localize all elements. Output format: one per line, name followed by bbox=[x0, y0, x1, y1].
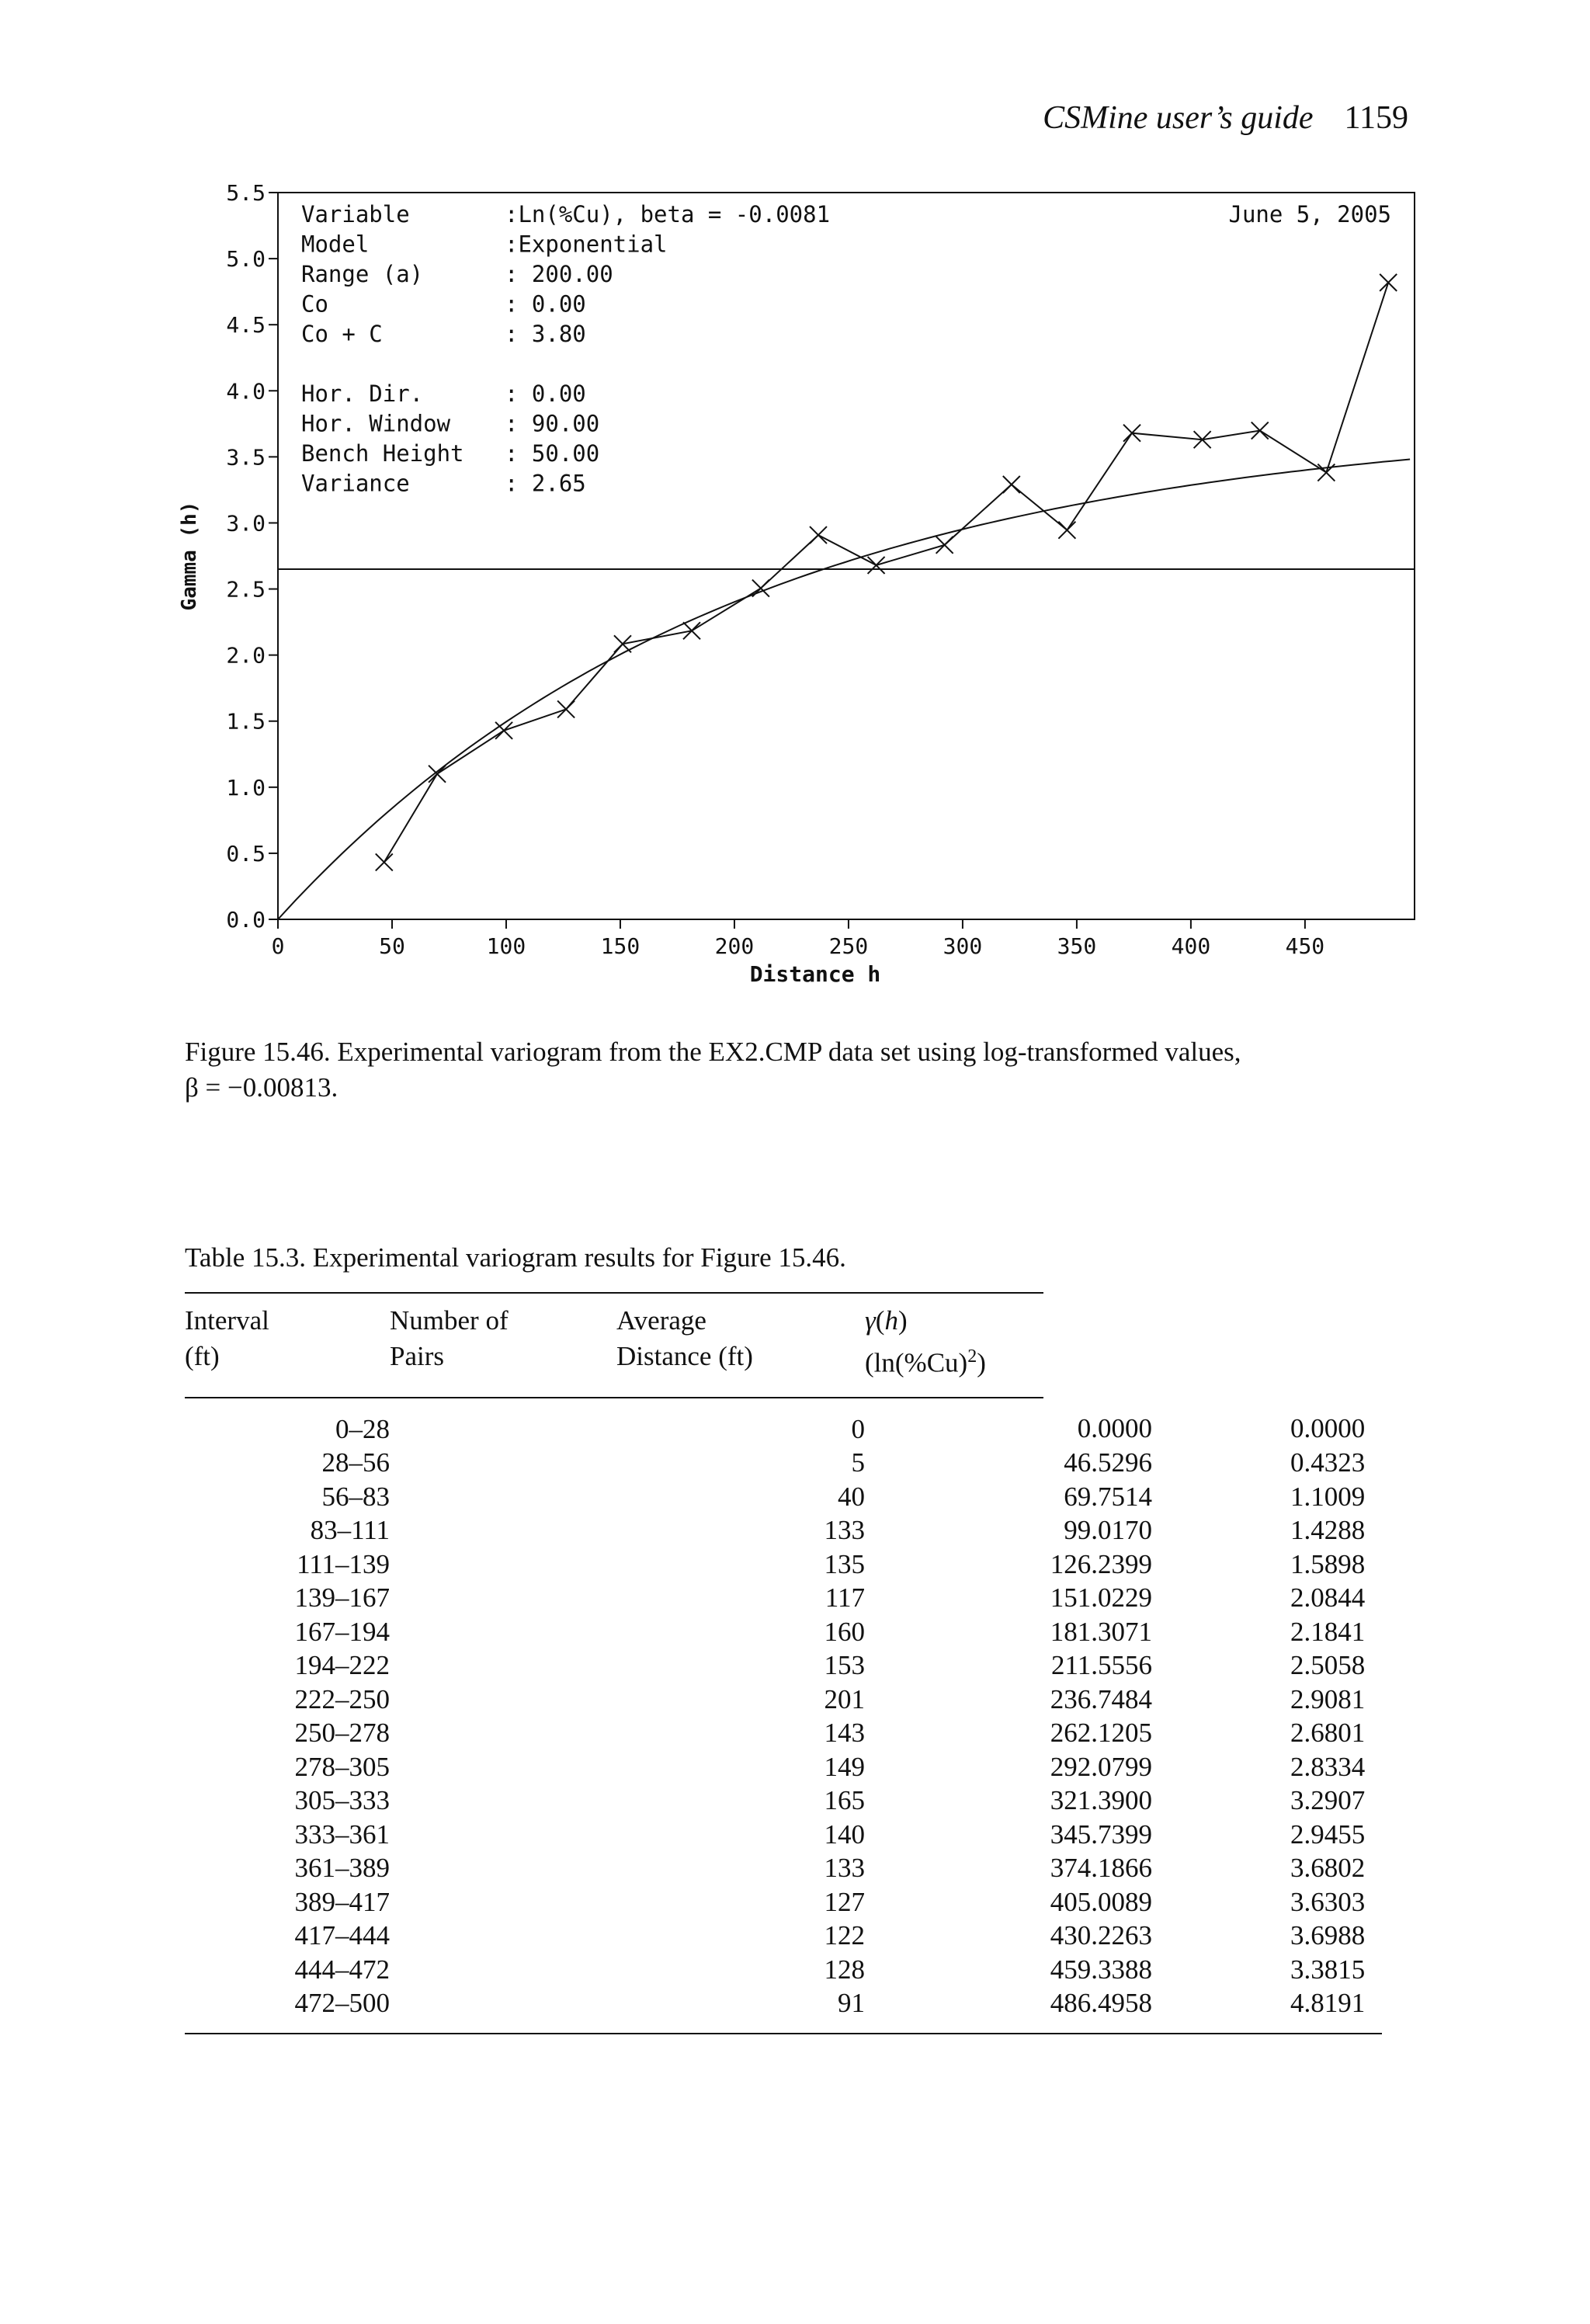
cell-interval: 83–111 bbox=[310, 1515, 390, 1546]
y-tick-label: 3.5 bbox=[226, 444, 266, 471]
cell-gap bbox=[390, 1446, 616, 1480]
data-point bbox=[1380, 274, 1397, 291]
data-point bbox=[936, 537, 953, 554]
x-axis-label: Distance h bbox=[749, 961, 881, 987]
cell-gap bbox=[390, 1548, 616, 1582]
info-value: : 3.80 bbox=[505, 321, 586, 347]
cell-gap bbox=[865, 1548, 1043, 1582]
cell-distance: 292.0799 bbox=[1050, 1751, 1152, 1782]
x-tick-label: 0 bbox=[271, 933, 285, 959]
y-tick-label: 2.0 bbox=[226, 642, 266, 669]
experimental-line bbox=[384, 283, 1388, 863]
cell-distance: 211.5556 bbox=[1051, 1650, 1152, 1681]
cell-interval: 333–361 bbox=[294, 1819, 390, 1850]
cell-gap bbox=[1152, 1648, 1290, 1683]
cell-gap bbox=[1152, 1851, 1290, 1885]
cell-gap bbox=[1152, 1784, 1290, 1818]
table-row bbox=[185, 1548, 1382, 1582]
data-point bbox=[810, 526, 827, 544]
cell-gamma: 0.0000 bbox=[1290, 1413, 1366, 1444]
x-tick-label: 200 bbox=[714, 933, 755, 959]
x-tick-label: 50 bbox=[379, 933, 405, 959]
table-header-row-2 bbox=[185, 1339, 1382, 1398]
info-value: : 90.00 bbox=[505, 410, 600, 437]
cell-pairs: 140 bbox=[824, 1819, 865, 1850]
cell-pairs: 91 bbox=[616, 1986, 865, 2034]
cell-gap bbox=[390, 1986, 616, 2034]
data-point bbox=[495, 722, 512, 739]
cell-gamma: 2.9081 bbox=[1290, 1683, 1366, 1714]
cell-gap bbox=[1152, 1480, 1290, 1514]
cell-pairs: 143 bbox=[824, 1718, 865, 1749]
cell-distance: 0.0000 bbox=[1077, 1413, 1152, 1444]
cell-gamma: 3.6802 bbox=[1290, 1853, 1366, 1884]
y-tick-label: 0.5 bbox=[226, 840, 266, 867]
plot-frame bbox=[278, 193, 1415, 919]
cell-gap bbox=[390, 1398, 616, 1447]
cell-gap bbox=[865, 1750, 1043, 1784]
info-label: Model bbox=[301, 231, 370, 258]
table-row bbox=[185, 1648, 1382, 1683]
table-row bbox=[185, 1683, 1382, 1717]
cell-interval: 139–167 bbox=[294, 1582, 390, 1614]
cell-gamma: 2.8334 bbox=[1290, 1751, 1366, 1782]
cell-gap bbox=[390, 1615, 616, 1649]
cell-pairs: 165 bbox=[824, 1785, 865, 1816]
cell-gap bbox=[865, 1885, 1043, 1919]
data-point bbox=[557, 700, 575, 717]
data-point bbox=[1058, 522, 1075, 539]
cell-gap bbox=[390, 1919, 616, 1953]
cell-pairs: 0 bbox=[851, 1413, 865, 1444]
cell-interval: 250–278 bbox=[294, 1718, 390, 1749]
data-point bbox=[683, 622, 700, 639]
data-point bbox=[868, 557, 885, 574]
data-point bbox=[1252, 422, 1269, 439]
cell-interval: 111–139 bbox=[297, 1548, 390, 1579]
y-tick-label: 1.0 bbox=[226, 774, 266, 801]
x-tick-label: 350 bbox=[1057, 933, 1097, 959]
table-header-row-1 bbox=[185, 1293, 1382, 1339]
table-row bbox=[185, 1851, 1382, 1885]
cell-gap bbox=[865, 1480, 1043, 1514]
cell-gamma: 3.2907 bbox=[1290, 1785, 1366, 1816]
cell-distance: 99.0170 bbox=[1064, 1515, 1152, 1546]
cell-gap bbox=[1152, 1548, 1290, 1582]
cell-gap bbox=[865, 1716, 1043, 1750]
table-row bbox=[185, 1615, 1382, 1649]
info-label: Co bbox=[301, 290, 328, 318]
cell-gap bbox=[390, 1953, 616, 1987]
cell-gamma: 2.5058 bbox=[1290, 1650, 1366, 1681]
cell-gap bbox=[390, 1784, 616, 1818]
info-value: :Exponential bbox=[505, 231, 668, 258]
cell-pairs: 5 bbox=[851, 1447, 865, 1478]
cell-pairs: 40 bbox=[838, 1481, 865, 1512]
cell-distance: 69.7514 bbox=[1064, 1481, 1152, 1512]
cell-gamma: 1.4288 bbox=[1290, 1515, 1366, 1546]
data-point bbox=[1003, 476, 1020, 493]
cell-gap bbox=[1152, 1750, 1290, 1784]
cell-gap bbox=[1152, 1885, 1290, 1919]
cell-gap bbox=[390, 1581, 616, 1615]
cell-gap bbox=[865, 1986, 1043, 2034]
info-label: Co + C bbox=[301, 321, 383, 347]
table-row bbox=[185, 1513, 1382, 1548]
cell-pairs: 160 bbox=[824, 1616, 865, 1647]
y-tick-label: 5.5 bbox=[226, 180, 266, 206]
cell-gap bbox=[1152, 1683, 1290, 1717]
cell-distance: 486.4958 bbox=[1043, 1986, 1152, 2034]
info-value: : 2.65 bbox=[505, 470, 586, 497]
cell-gap bbox=[865, 1818, 1043, 1852]
cell-gamma: 2.1841 bbox=[1290, 1616, 1366, 1647]
cell-pairs: 135 bbox=[824, 1548, 865, 1579]
table-row bbox=[185, 1953, 1382, 1987]
cell-gap bbox=[865, 1851, 1043, 1885]
cell-gap bbox=[1152, 1581, 1290, 1615]
x-tick-label: 300 bbox=[943, 933, 983, 959]
cell-pairs: 149 bbox=[824, 1751, 865, 1782]
figure-text: Experimental variogram from the EX2.CMP data set using log-transformed values, bbox=[337, 1037, 1241, 1067]
cell-gamma: 3.6988 bbox=[1290, 1920, 1366, 1951]
cell-gap bbox=[865, 1398, 1043, 1447]
cell-gap bbox=[390, 1750, 616, 1784]
table-row bbox=[185, 1446, 1382, 1480]
cell-gap bbox=[865, 1513, 1043, 1548]
figure-caption bbox=[185, 1034, 1406, 1106]
cell-gamma: 3.3815 bbox=[1290, 1954, 1366, 1985]
cell-distance: 405.0089 bbox=[1050, 1886, 1152, 1917]
cell-gap bbox=[1152, 1818, 1290, 1852]
cell-interval: 167–194 bbox=[294, 1616, 390, 1647]
y-tick-label: 0.0 bbox=[226, 907, 266, 933]
data-point bbox=[1317, 464, 1335, 481]
info-label: Hor. Window bbox=[301, 410, 451, 437]
header-interval-unit: (ft) bbox=[185, 1339, 390, 1398]
model-curve bbox=[278, 460, 1410, 920]
table-caption: Table 15.3. Experimental variogram results for Figure 15.46. bbox=[185, 1242, 846, 1273]
cell-gap bbox=[1152, 1953, 1290, 1987]
cell-gap bbox=[865, 1648, 1043, 1683]
y-tick-label: 4.0 bbox=[226, 378, 266, 405]
info-label: Bench Height bbox=[301, 440, 464, 467]
cell-distance: 262.1205 bbox=[1050, 1718, 1152, 1749]
cell-gap bbox=[865, 1683, 1043, 1717]
cell-pairs: 128 bbox=[824, 1954, 865, 1985]
table-row bbox=[185, 1480, 1382, 1514]
cell-interval: 361–389 bbox=[294, 1853, 390, 1884]
cell-pairs: 153 bbox=[824, 1650, 865, 1681]
cell-pairs: 133 bbox=[824, 1853, 865, 1884]
header-distance-unit: Distance (ft) bbox=[616, 1339, 865, 1398]
cell-gap bbox=[390, 1818, 616, 1852]
header-gamma: γ(h) bbox=[865, 1293, 1043, 1339]
info-value: : 0.00 bbox=[505, 290, 586, 318]
running-title: CSMine user’s guide bbox=[1043, 100, 1314, 136]
page-header bbox=[1043, 99, 1408, 137]
cell-interval: 472–500 bbox=[185, 1986, 390, 2034]
cell-gap bbox=[1152, 1446, 1290, 1480]
figure-label: Figure 15.46. bbox=[185, 1037, 331, 1067]
header-interval: Interval bbox=[185, 1293, 390, 1339]
cell-gap bbox=[390, 1716, 616, 1750]
cell-interval: 194–222 bbox=[294, 1650, 390, 1681]
cell-gap bbox=[390, 1513, 616, 1548]
cell-gamma: 2.6801 bbox=[1290, 1718, 1366, 1749]
data-point bbox=[752, 580, 769, 597]
variogram-svg bbox=[172, 172, 1430, 1003]
cell-pairs: 122 bbox=[824, 1920, 865, 1951]
cell-interval: 222–250 bbox=[294, 1683, 390, 1714]
cell-interval: 305–333 bbox=[294, 1785, 390, 1816]
table-row bbox=[185, 1885, 1382, 1919]
data-point bbox=[614, 635, 631, 652]
y-tick-label: 2.5 bbox=[226, 576, 266, 603]
data-point bbox=[429, 766, 446, 783]
cell-distance: 181.3071 bbox=[1050, 1616, 1152, 1647]
x-tick-label: 100 bbox=[486, 933, 526, 959]
header-distance: Average bbox=[616, 1293, 865, 1339]
cell-interval: 0–28 bbox=[335, 1413, 390, 1444]
cell-pairs: 133 bbox=[824, 1515, 865, 1546]
cell-gamma: 1.5898 bbox=[1290, 1548, 1366, 1579]
cell-pairs: 127 bbox=[824, 1886, 865, 1917]
variogram-table bbox=[185, 1292, 1382, 2034]
table-row bbox=[185, 1818, 1382, 1852]
cell-gamma: 4.8191 bbox=[1290, 1986, 1382, 2034]
cell-gap bbox=[390, 1648, 616, 1683]
cell-gap bbox=[865, 1446, 1043, 1480]
x-tick-label: 150 bbox=[600, 933, 641, 959]
y-tick-label: 3.0 bbox=[226, 510, 266, 537]
cell-gap bbox=[390, 1480, 616, 1514]
table-body bbox=[185, 1398, 1382, 2034]
cell-gap bbox=[865, 1953, 1043, 1987]
info-label: Hor. Dir. bbox=[301, 380, 424, 407]
variogram-chart bbox=[172, 172, 1430, 1003]
y-tick-label: 4.5 bbox=[226, 312, 266, 339]
table-row bbox=[185, 1716, 1382, 1750]
cell-gamma: 2.9455 bbox=[1290, 1819, 1366, 1850]
cell-distance: 321.3900 bbox=[1050, 1785, 1152, 1816]
table-row bbox=[185, 1398, 1382, 1447]
cell-gap bbox=[865, 1581, 1043, 1615]
cell-gap bbox=[865, 1784, 1043, 1818]
cell-gap bbox=[865, 1615, 1043, 1649]
cell-gap bbox=[390, 1885, 616, 1919]
cell-distance: 374.1866 bbox=[1050, 1853, 1152, 1884]
cell-gap bbox=[390, 1683, 616, 1717]
table-row bbox=[185, 1919, 1382, 1953]
cell-pairs: 117 bbox=[825, 1582, 865, 1614]
table-row bbox=[185, 1986, 1382, 2034]
page-number: 1159 bbox=[1344, 100, 1408, 136]
y-tick-label: 5.0 bbox=[226, 246, 266, 273]
table-row bbox=[185, 1750, 1382, 1784]
x-tick-label: 400 bbox=[1171, 933, 1211, 959]
data-point bbox=[376, 853, 393, 870]
info-label: Variable bbox=[301, 201, 410, 228]
cell-interval: 417–444 bbox=[294, 1920, 390, 1951]
cell-distance: 236.7484 bbox=[1050, 1683, 1152, 1714]
cell-distance: 126.2399 bbox=[1050, 1548, 1152, 1579]
cell-distance: 430.2263 bbox=[1050, 1920, 1152, 1951]
figure-beta: β = −0.00813. bbox=[185, 1072, 338, 1103]
cell-gamma: 2.0844 bbox=[1290, 1582, 1366, 1614]
cell-interval: 28–56 bbox=[321, 1447, 390, 1478]
info-value: : 0.00 bbox=[505, 380, 586, 407]
cell-distance: 345.7399 bbox=[1050, 1819, 1152, 1850]
cell-pairs: 201 bbox=[824, 1683, 865, 1714]
cell-gamma: 1.1009 bbox=[1290, 1481, 1366, 1512]
header-gamma-unit: $(\ln(\%Cu)^2)$ bbox=[865, 1339, 1043, 1398]
header-pairs-unit: Pairs bbox=[390, 1339, 616, 1398]
cell-gap bbox=[1152, 1513, 1290, 1548]
cell-gap bbox=[1152, 1398, 1290, 1447]
info-label: Variance bbox=[301, 470, 410, 497]
info-value: : 50.00 bbox=[505, 440, 600, 467]
x-tick-label: 250 bbox=[828, 933, 869, 959]
cell-gap bbox=[1152, 1919, 1290, 1953]
y-axis-label: Gamma (h) bbox=[178, 501, 201, 611]
info-label: Range (a) bbox=[301, 261, 424, 287]
cell-gap bbox=[1152, 1716, 1290, 1750]
x-tick-label: 450 bbox=[1285, 933, 1325, 959]
cell-distance: 459.3388 bbox=[1050, 1954, 1152, 1985]
info-value: :Ln(%Cu), beta = -0.0081 bbox=[505, 201, 831, 228]
cell-interval: 278–305 bbox=[294, 1751, 390, 1782]
chart-date: June 5, 2005 bbox=[1228, 201, 1391, 228]
cell-gamma: 0.4323 bbox=[1290, 1447, 1366, 1478]
y-tick-label: 1.5 bbox=[226, 708, 266, 735]
cell-interval: 389–417 bbox=[294, 1886, 390, 1917]
cell-gamma: 3.6303 bbox=[1290, 1886, 1366, 1917]
cell-gap bbox=[390, 1851, 616, 1885]
table-row bbox=[185, 1581, 1382, 1615]
cell-interval: 444–472 bbox=[294, 1954, 390, 1985]
cell-gap bbox=[1152, 1986, 1290, 2034]
table-row bbox=[185, 1784, 1382, 1818]
cell-distance: 46.5296 bbox=[1064, 1447, 1152, 1478]
header-pairs: Number of bbox=[390, 1293, 616, 1339]
cell-gap bbox=[1152, 1615, 1290, 1649]
cell-interval: 56–83 bbox=[321, 1481, 390, 1512]
info-value: : 200.00 bbox=[505, 261, 613, 287]
cell-gap bbox=[865, 1919, 1043, 1953]
cell-distance: 151.0229 bbox=[1050, 1582, 1152, 1614]
